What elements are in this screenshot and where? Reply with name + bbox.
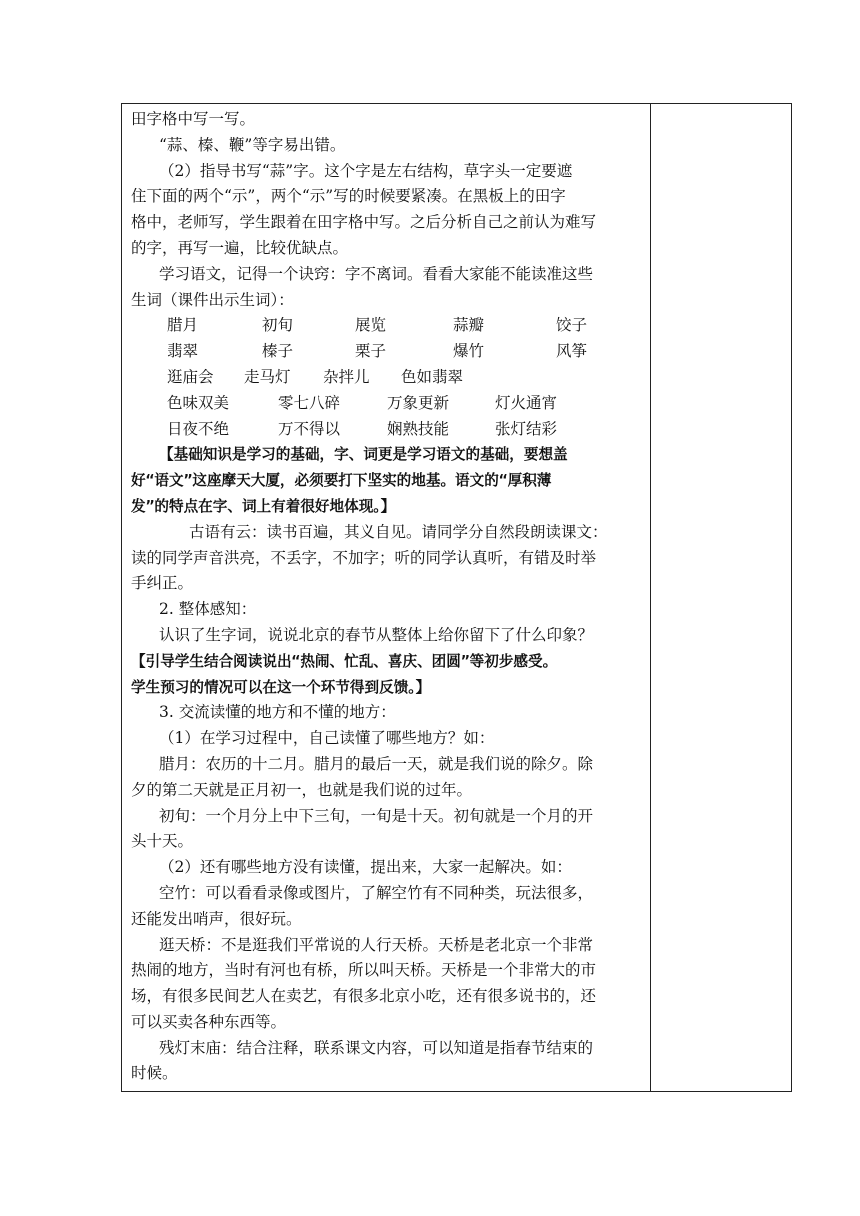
notes-column-cell [651, 104, 791, 1091]
text-line: （1）在学习过程中，自己读懂了哪些地方？如： [159, 729, 495, 748]
text-line: 空竹：可以看看录像或图片，了解空竹有不同种类，玩法很多， [159, 883, 594, 902]
vocab-word: 万象更新 [387, 393, 450, 412]
text-line: 夕的第二天就是正月初一，也就是我们说的过年。 [131, 780, 473, 799]
vocab-word: 色如翡翠 [401, 367, 464, 386]
text-line: 热闹的地方，当时有河也有桥，所以叫天桥。天桥是一个非常大的市 [131, 961, 597, 980]
vocab-word: 张灯结彩 [495, 419, 558, 438]
section-heading: 2. 整体感知： [159, 600, 257, 619]
vocab-word: 爆竹 [453, 342, 485, 361]
text-line: 头十天。 [131, 832, 194, 851]
text-line: 残灯末庙：结合注释，联系课文内容，可以知道是指春节结束的 [159, 1038, 594, 1057]
teaching-note: 学生预习的情况可以在这一个环节得到反馈。】 [131, 678, 431, 696]
vocab-word: 初旬 [262, 316, 294, 335]
vocab-word: 翡翠 [167, 342, 199, 361]
text-line: 的字，再写一遍，比较优缺点。 [131, 238, 349, 257]
vocab-word: 色味双美 [167, 393, 230, 412]
lesson-table [121, 103, 792, 1092]
vocab-word: 风筝 [556, 342, 588, 361]
text-line: （2）指导书写“蒜”字。这个字是左右结构，草字头一定要遮 [159, 161, 573, 180]
text-line: 还能发出哨声，很好玩。 [131, 909, 302, 928]
text-line: 腊月：农历的十二月。腊月的最后一天，就是我们说的除夕。除 [159, 754, 594, 773]
vocab-word: 逛庙会 [167, 367, 214, 386]
section-heading: 3. 交流读懂的地方和不懂的地方： [159, 703, 396, 722]
text-line: 格中，老师写，学生跟着在田字格中写。之后分析自己之前认为难写 [131, 213, 597, 232]
text-line: 时候。 [131, 1064, 178, 1083]
teaching-note: 发”的特点在字、词上有着很好地体现。】 [131, 497, 396, 515]
vocab-word: 万不得以 [278, 419, 341, 438]
text-line: 学习语文，记得一个诀窍：字不离词。看看大家能不能读准这些 [159, 264, 594, 283]
lesson-content-cell [122, 104, 650, 1091]
vocab-word: 娴熟技能 [387, 419, 450, 438]
vocab-row [131, 313, 642, 339]
text-line: 古语有云：读书百遍，其义自见。请同学分自然段朗读课文： [189, 522, 608, 541]
teaching-note: 好“语文”这座摩天大厦，必须要打下坚实的地基。语文的“厚积薄 [131, 472, 552, 490]
vocab-word: 展览 [355, 316, 387, 335]
vocab-row [131, 339, 642, 365]
text-line: 田字格中写一写。 [131, 110, 256, 128]
vocab-word: 走马灯 [244, 367, 291, 386]
vocab-word: 杂拌儿 [323, 367, 370, 386]
text-line: （2）还有哪些地方没有读懂，提出来，大家一起解决。如： [159, 858, 572, 877]
text-line: 读的同学声音洪亮，不丢字，不加字；听的同学认真听，有错及时举 [131, 548, 597, 567]
text-line: “蒜、榛、鞭”等字易出错。 [159, 135, 346, 154]
text-line: 场，有很多民间艺人在卖艺，有很多北京小吃，还有很多说书的，还 [131, 987, 597, 1006]
vocab-row [131, 365, 642, 391]
text-line: 手纠正。 [131, 574, 194, 593]
vocab-word: 饺子 [556, 316, 588, 335]
text-line: 生词（课件出示生词）： [131, 290, 294, 309]
teaching-note: 【基础知识是学习的基础，字、词更是学习语文的基础，要想盖 [159, 446, 568, 464]
text-line: 初旬：一个月分上中下三旬，一旬是十天。初旬就是一个月的开 [159, 806, 594, 825]
vocab-word: 日夜不绝 [167, 419, 230, 438]
text-line: 可以买卖各种东西等。 [131, 1012, 287, 1031]
vocab-word: 栗子 [355, 342, 387, 361]
vocab-row [131, 391, 642, 417]
vocab-word: 灯火通宵 [495, 393, 558, 412]
vocab-word: 零七八碎 [278, 393, 341, 412]
vocab-word: 腊月 [167, 316, 199, 335]
text-line: 逛天桥：不是逛我们平常说的人行天桥。天桥是老北京一个非常 [159, 935, 594, 954]
vocab-row [131, 417, 642, 443]
vocab-word: 榛子 [262, 342, 294, 361]
teaching-note: 【引导学生结合阅读说出“热闹、忙乱、喜庆、团圆”等初步感受。 [131, 652, 558, 670]
text-line: 住下面的两个“示”，两个“示”写的时候要紧凑。在黑板上的田字 [131, 187, 566, 206]
vocab-word: 蒜瓣 [453, 316, 485, 335]
text-line: 认识了生字词，说说北京的春节从整体上给你留下了什么印象？ [159, 625, 594, 644]
